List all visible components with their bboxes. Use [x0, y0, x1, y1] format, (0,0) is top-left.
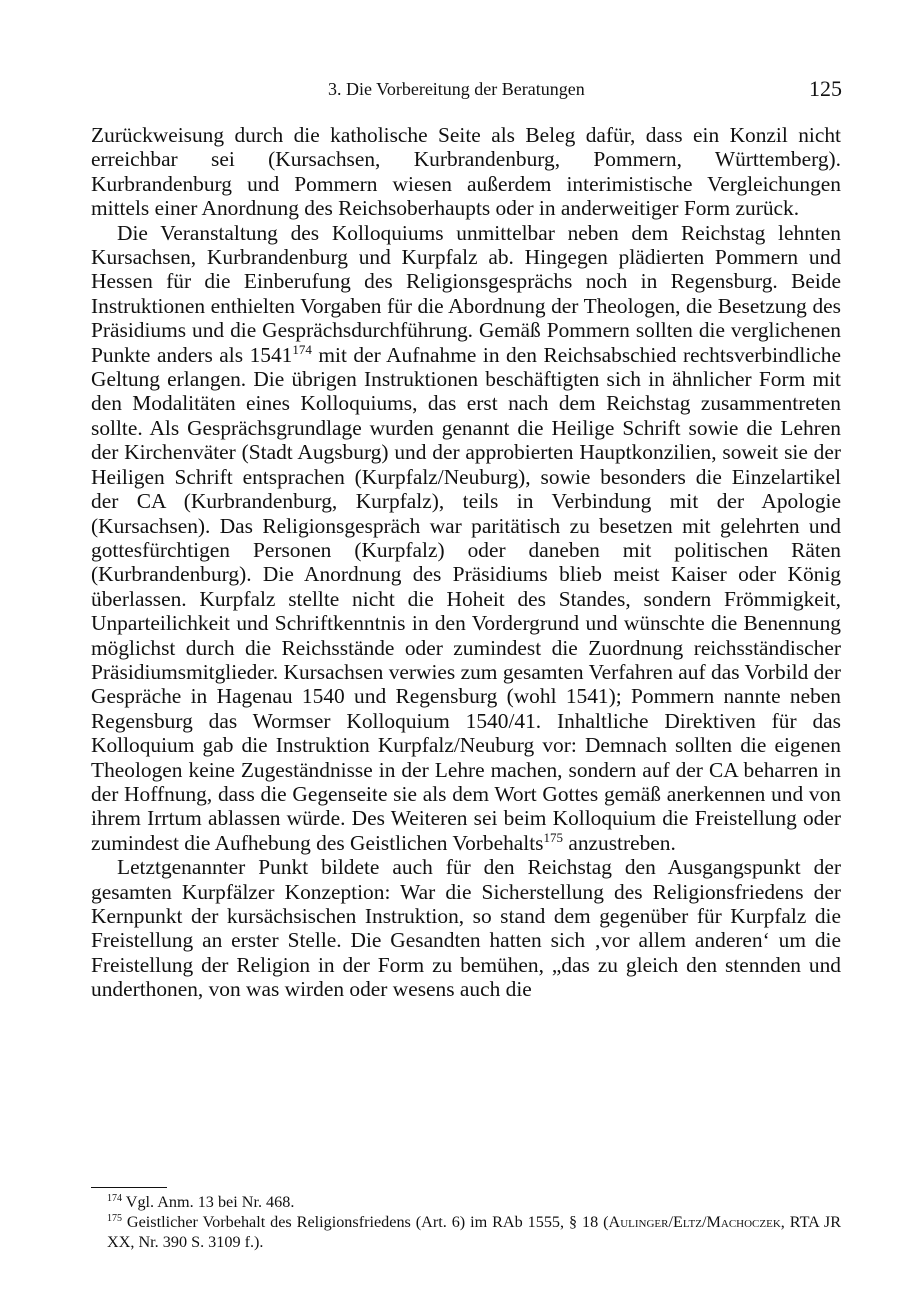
text-segment: anzustreben.	[563, 830, 676, 855]
footnote	[91, 1192, 841, 1212]
text-segment: Zurückweisung durch die katholische Seite als Beleg dafür, dass ein Konzil nicht erreichbar sei (Kursachsen, Kurbrandenburg, Pommern, Württemberg). Kurbrandenburg und Pommern wiesen außerdem interimistische Vergleichungen mittels einer Anordnung des Reichsoberhaupts oder in anderweitiger Form zurück.	[91, 123, 841, 221]
footnote-rule	[91, 1187, 167, 1188]
footnote-text: Geistlicher Vorbehalt des Religionsfriedens (Art. 6) im RAb 1555, § 18 (	[122, 1213, 609, 1231]
footnote-number: 174	[107, 1193, 122, 1204]
text-segment: Die Veranstaltung des Kolloquiums unmittelbar neben dem Reichstag lehnten Kursachsen, Kurbrandenburg und Kurpfalz ab. Hingegen plädierten Pommern und Hessen für die Einberufung des Religionsgesprächs noch in Regensburg. Beide Instruktionen enthielten Vorgaben für die Abordnung der Theologen, die Besetzung des Präsidiums und die Gesprächsdurchführung. Gemäß Pommern sollten die verglichenen Punkte anders als 1541	[91, 220, 841, 367]
paragraph	[91, 123, 841, 221]
footnote-text: , RTA JR XX, Nr. 390 S. 3109 f.).	[107, 1213, 841, 1251]
footnote-number: 175	[107, 1213, 122, 1224]
footnote-authors: Aulinger/Eltz/Machoczek	[608, 1213, 781, 1231]
footnote-ref-174[interactable]: 174	[292, 341, 312, 357]
paragraph	[91, 855, 841, 1001]
footnote-text: Vgl. Anm. 13 bei Nr. 468.	[122, 1193, 295, 1211]
footnotes	[91, 1192, 841, 1252]
paragraph	[91, 221, 841, 856]
page-number: 125	[809, 76, 842, 101]
footnote-ref-175[interactable]: 175	[543, 829, 563, 845]
running-head	[90, 76, 842, 106]
running-title: 3. Die Vorbereitung der Beratungen	[328, 79, 585, 99]
text-segment: mit der Aufnahme in den Reichsabschied rechtsverbindliche Geltung erlangen. Die übrigen Instruktionen beschäftigten sich in ähnlicher Form mit den Modalitäten eines Kolloquiums, das erst nach dem Reichstag zusammentreten sollte. Als Gesprächsgrundlage wurden genannt die Heilige Schrift sowie die Lehren der Kirchenväter (Stadt Augsburg) und der approbierten Hauptkonzilien, soweit sie der Heiligen Schrift entsprachen (Kurpfalz/Neuburg), sowie besonders die Einzelartikel der CA (Kurbrandenburg, Kurpfalz), teils in Verbindung mit der Apologie (Kursachsen). Das Religionsgespräch war paritätisch zu besetzen mit gelehrten und gottesfürchtigen Personen (Kurpfalz) oder daneben mit politischen Räten (Kurbrandenburg). Die Anordnung des Präsidiums blieb meist Kaiser oder König überlassen. Kurpfalz stellte nicht die Hoheit des Standes, sondern Frömmigkeit, Unparteilichkeit und Schriftkenntnis in den Vordergrund und wünschte die Benennung möglichst durch die Reichsstände oder zumindest die Zuordnung reichsständischer Präsidiumsmitglieder. Kursachsen verwies zum gesamten Verfahren auf das Vorbild der Gespräche in Hagenau 1540 und Regensburg (wohl 1541); Pommern nannte neben Regensburg das Wormser Kolloquium 1540/41. Inhaltliche Direktiven für das Kolloquium gab die Instruktion Kurpfalz/Neuburg vor: Demnach sollten die eigenen Theologen keine Zugeständnisse in der Lehre machen, sondern auf der CA beharren in der Hoffnung, dass die Gegenseite sie als dem Wort Gottes gemäß anerkennen und von ihrem Irrtum ablassen würde. Des Weiteren sei beim Kolloquium die Freistellung oder zumindest die Aufhebung des Geistlichen Vorbehalts	[91, 342, 841, 855]
footnote	[91, 1212, 841, 1252]
body-text	[91, 123, 841, 1002]
text-segment: Letztgenannter Punkt bildete auch für den Reichstag den Ausgangspunkt der gesamten Kurpfälzer Konzeption: War die Sicherstellung des Religionsfriedens der Kernpunkt der kursächsischen Instruktion, so stand dem gegenüber für Kurpfalz die Freistellung an erster Stelle. Die Gesandten hatten sich ‚vor allem anderen‘ um die Freistellung der Religion in der Form zu bemühen, „das zu gleich den stennden und underthonen, von was wirden oder wesens auch die	[91, 855, 841, 1002]
